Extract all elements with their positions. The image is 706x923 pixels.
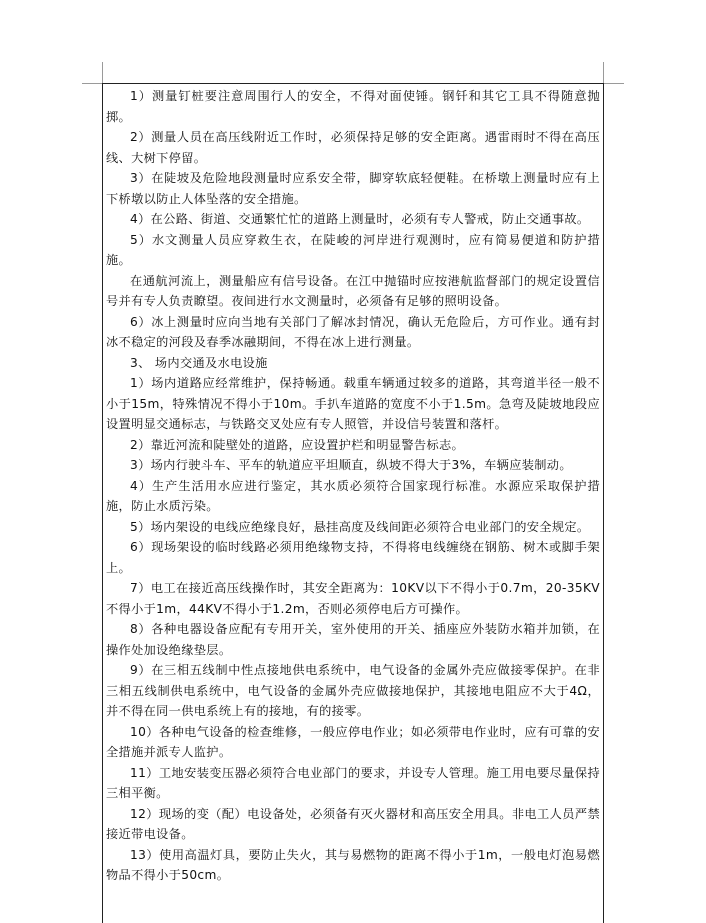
section-heading: 3、 场内交通及水电设施 (130, 355, 268, 370)
crop-mark-top-right-horizontal (603, 83, 624, 84)
paragraph: 6）现场架设的临时线路必须用绝缘物支持，不得将电线缠绕在钢筋、树木或脚手架上。 (106, 540, 600, 575)
crop-mark-top-left (102, 62, 103, 84)
paragraph: 12）现场的变（配）电设备处，必须备有灭火器材和高压安全用具。非电工人员严禁接近带电设备。 (106, 806, 600, 841)
paragraph: 7）电工在接近高压线操作时，其安全距离为：10KV以下不得小于0.7m，20-35KV不得小于1m，44KV不得小于1.2m，否则必须停电后方可操作。 (106, 581, 600, 616)
crop-mark-top-left-horizontal (82, 83, 103, 84)
paragraph: 5）水文测量人员应穿救生衣，在陡峻的河岸进行观测时，应有简易便道和防护措施。 (106, 232, 600, 267)
paragraph: 6）冰上测量时应向当地有关部门了解冰封情况，确认无危险后，方可作业。通有封冰不稳定的河段及春季冰融期间，不得在冰上进行测量。 (106, 314, 600, 349)
paragraph: 3）在陡坡及危险地段测量时应系安全带，脚穿软底轻便鞋。在桥墩上测量时应有上下桥墩以防止人体坠落的安全措施。 (106, 171, 600, 206)
paragraph: 9）在三相五线制中性点接地供电系统中，电气设备的金属外壳应做接零保护。在非三相五线制供电系统中，电气设备的金属外壳应做接地保护，其接地电阻应不大于4Ω，并不得在同一供电系统上有的接地，有的接零。 (106, 663, 600, 718)
paragraph: 11）工地安装变压器必须符合电业部门的要求，并设专人管理。施工用电要尽量保持三相平衡。 (106, 765, 600, 800)
crop-mark-top-right (603, 62, 604, 84)
paragraph: 4）生产生活用水应进行鉴定，其水质必须符合国家现行标准。水源应采取保护措施，防止水质污染。 (106, 478, 600, 513)
paragraph: 5）场内架设的电线应绝缘良好，悬挂高度及线间距必须符合电业部门的安全规定。 (130, 519, 590, 534)
paragraph: 3）场内行驶斗车、平车的轨道应平坦顺直，纵坡不得大于3%，车辆应装制动。 (130, 458, 572, 472)
paragraph: 8）各种电器设备应配有专用开关，室外使用的开关、插座应外装防水箱并加锁，在操作处加设绝缘垫层。 (106, 622, 600, 657)
document-body (106, 86, 600, 886)
paragraph: 2）测量人员在高压线附近工作时，必须保持足够的安全距离。遇雷雨时不得在高压线、大树下停留。 (106, 130, 600, 165)
paragraph: 4）在公路、街道、交通繁忙忙的道路上测量时，必须有专人警戒，防止交通事故。 (130, 212, 590, 226)
paragraph: 在通航河流上，测量船应有信号设备。在江中抛锚时应按港航监督部门的规定设置信号并有专人负责瞭望。夜间进行水文测量时，必须备有足够的照明设备。 (106, 273, 600, 308)
paragraph: 1）测量钉桩要注意周围行人的安全，不得对面使锤。钢钎和其它工具不得随意抛掷。 (106, 89, 600, 124)
paragraph: 1）场内道路应经常维护，保持畅通。载重车辆通过较多的道路，其弯道半径一般不小于15m，特殊情况不得小于10m。手扒车道路的宽度不小于1.5m。急弯及陡坡地段应设置明显交通标志，与铁路交叉处应有专人照管，并设信号装置和落杆。 (106, 376, 600, 431)
paragraph: 2）靠近河流和陡壁处的道路，应设置护栏和明显警告标志。 (130, 437, 465, 452)
paragraph: 13）使用高温灯具，要防止失火，其与易燃物的距离不得小于1m，一般电灯泡易燃物品不得小于50cm。 (106, 847, 600, 882)
paragraph: 10）各种电气设备的检查维修，一般应停电作业；如必须带电作业时，应有可靠的安全措施并派专人监护。 (106, 724, 600, 759)
